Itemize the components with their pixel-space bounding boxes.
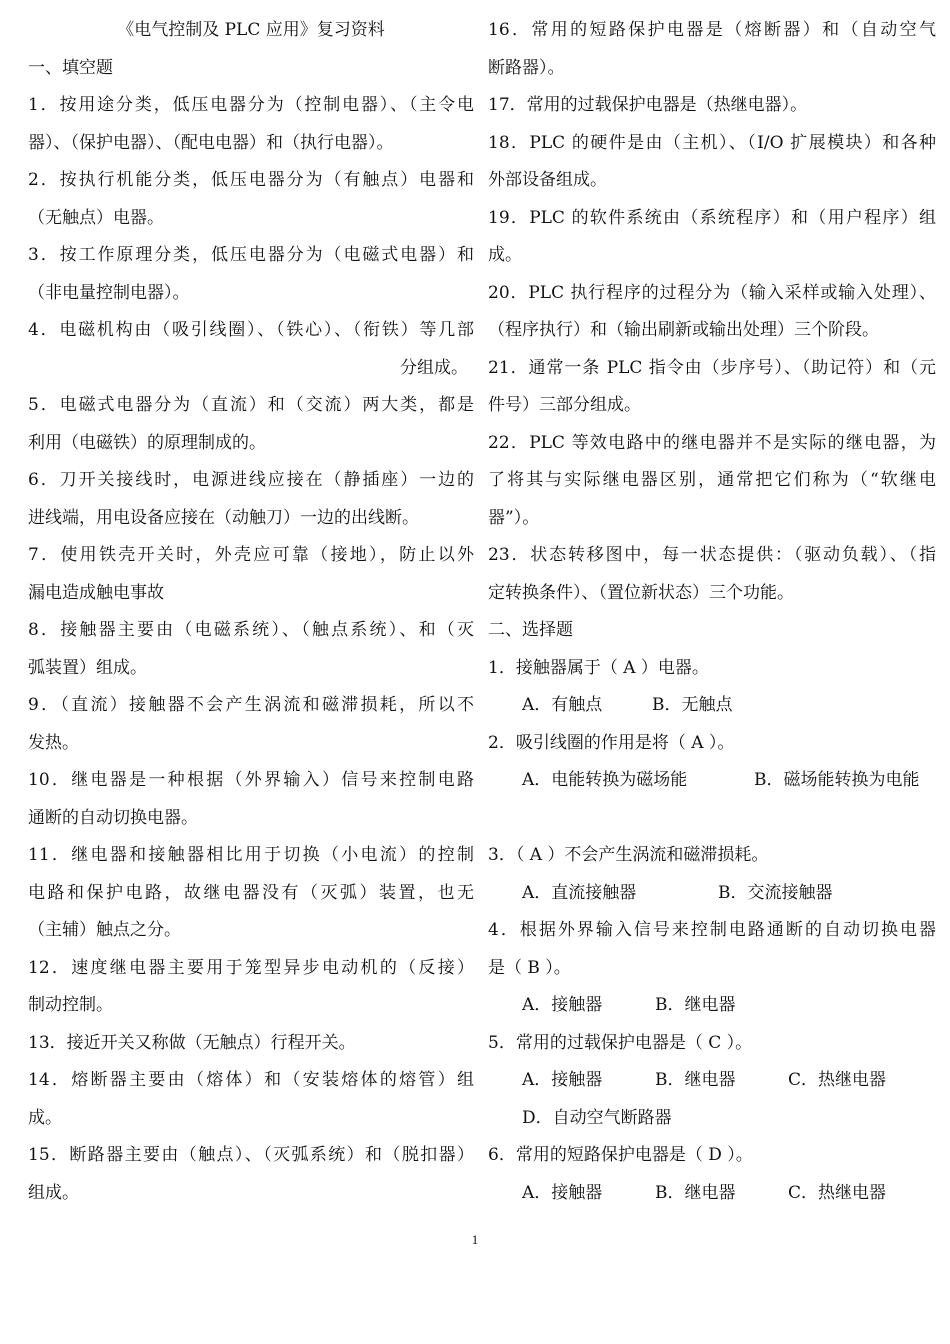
text-line: 组成。 — [28, 1182, 79, 1203]
text-line: 通断的自动切换电器。 — [28, 807, 198, 828]
text-line: 5．电磁式电器分为（直流）和（交流）两大类，都是 — [28, 395, 474, 415]
choice-option: B．磁场能转换为电能 — [754, 770, 920, 790]
choice-options — [488, 1100, 936, 1138]
choice-options — [488, 1062, 936, 1100]
text-line: 断路器）。 — [488, 57, 565, 78]
text-line: 二、选择题 — [488, 620, 573, 640]
text-line: 发热。 — [28, 732, 79, 753]
blank-line — [488, 800, 936, 838]
choice-option: C．热继电器 — [788, 1182, 887, 1203]
text-line: 进线端，用电设备应接在（动触刀）一边的出线断。 — [28, 507, 419, 528]
text-line: 1．接触器属于（ A ）电器。 — [488, 657, 709, 678]
text-line: （程序执行）和（输出刷新或输出处理）三个阶段。 — [488, 320, 879, 340]
text-line: 15．断路器主要由（触点）、（灭弧系统）和（脱扣器） — [28, 1145, 474, 1165]
text-line: 14．熔断器主要由（熔体）和（安装熔体的熔管）组 — [28, 1070, 474, 1090]
choice-option: B．继电器 — [655, 1070, 736, 1090]
text-line: 外部设备组成。 — [488, 170, 607, 190]
text-line: 3．（ A ）不会产生涡流和磁滞损耗。 — [488, 845, 769, 865]
choice-options — [488, 987, 936, 1025]
choice-option: A．有触点 — [522, 695, 603, 715]
text-line: 分组成。 — [400, 357, 468, 378]
choice-options — [488, 875, 936, 913]
choice-option: B．无触点 — [652, 695, 733, 715]
page-number: 1 — [471, 1232, 479, 1247]
choice-option: C．热继电器 — [788, 1070, 887, 1090]
text-line: 21．通常一条 PLC 指令由（步序号）、（助记符）和（元 — [488, 357, 936, 378]
text-line: 器”）。 — [488, 507, 540, 528]
text-line: 利用（电磁铁）的原理制成的。 — [28, 432, 266, 453]
text-line: 是（ B ）。 — [488, 957, 571, 978]
choice-option: A．接触器 — [522, 1070, 603, 1090]
text-line: 了将其与实际继电器区别，通常把它们称为（“软继电 — [488, 470, 936, 490]
text-line: 一、填空题 — [28, 57, 113, 78]
choice-options — [488, 762, 936, 800]
choice-option: A．电能转换为磁场能 — [522, 770, 688, 790]
text-line: 3．按工作原理分类，低压电器分为（电磁式电器）和 — [28, 245, 474, 265]
text-line: 12．速度继电器主要用于笼型异步电动机的（反接） — [28, 957, 474, 978]
text-line: 4．根据外界输入信号来控制电路通断的自动切换电器 — [488, 920, 936, 940]
text-line: 9．（直流）接触器不会产生涡流和磁滞损耗，所以不 — [28, 695, 474, 715]
text-line: 10．继电器是一种根据（外界输入）信号来控制电路 — [28, 770, 474, 790]
text-line: 13．接近开关又称做（无触点）行程开关。 — [28, 1032, 356, 1053]
text-line: 成。 — [488, 245, 522, 265]
text-line: （主辅）触点之分。 — [28, 920, 181, 940]
choice-option: D．自动空气断路器 — [522, 1107, 672, 1128]
text-line: 2．吸引线圈的作用是将（ A ）。 — [488, 732, 735, 753]
choice-option: A．直流接触器 — [522, 882, 637, 903]
choice-option: A．接触器 — [522, 1182, 603, 1203]
text-line: 弧装置）组成。 — [28, 657, 147, 678]
choice-option: B．交流接触器 — [718, 882, 833, 903]
text-line: 17．常用的过载保护电器是（热继电器）。 — [488, 95, 808, 115]
choice-options — [488, 687, 936, 725]
left-column — [28, 12, 474, 1212]
text-line: 6．刀开关接线时，电源进线应接在（静插座）一边的 — [28, 470, 474, 490]
right-column — [488, 12, 936, 1212]
text-line: 电路和保护电路，故继电器没有（灭弧）装置，也无 — [28, 882, 474, 903]
text-line: 1．按用途分类，低压电器分为（控制电器）、（主令电 — [28, 95, 474, 115]
text-line: 2．按执行机能分类，低压电器分为（有触点）电器和 — [28, 170, 474, 190]
text-line: （非电量控制电器）。 — [28, 282, 190, 303]
text-line: 6．常用的短路保护电器是（ D ）。 — [488, 1145, 753, 1165]
text-line: 8．接触器主要由（电磁系统）、（触点系统）、和（灭 — [28, 620, 474, 640]
choice-options — [488, 1175, 936, 1213]
text-line: 20．PLC 执行程序的过程分为（输入采样或输入处理）、 — [488, 282, 936, 303]
text-line: 器）、（保护电器）、（配电电器）和（执行电器）。 — [28, 132, 394, 153]
text-line: 18．PLC 的硬件是由（主机）、（I/O 扩展模块）和各种 — [488, 132, 936, 153]
text-line: （无触点）电器。 — [28, 207, 164, 228]
text-line: 成。 — [28, 1107, 62, 1128]
text-line: 制动控制。 — [28, 995, 113, 1015]
text-line: 4．电磁机构由（吸引线圈）、（铁心）、（衔铁）等几部 — [28, 320, 474, 340]
text-line: 19．PLC 的软件系统由（系统程序）和（用户程序）组 — [488, 207, 936, 228]
text-line: 5．常用的过载保护电器是（ C ）。 — [488, 1032, 753, 1053]
text-line: 22．PLC 等效电路中的继电器并不是实际的继电器，为 — [488, 432, 936, 453]
document-title: 《电气控制及 PLC 应用》复习资料 — [117, 20, 385, 40]
text-line: 11．继电器和接触器相比用于切换（小电流）的控制 — [28, 845, 474, 865]
text-line: 7．使用铁壳开关时，外壳应可靠（接地），防止以外 — [28, 545, 474, 565]
text-line: 漏电造成触电事故 — [28, 582, 164, 603]
choice-option: A．接触器 — [522, 995, 603, 1015]
choice-option: B．继电器 — [655, 995, 736, 1015]
text-line: 16．常用的短路保护电器是（熔断器）和（自动空气 — [488, 20, 936, 40]
choice-option: B．继电器 — [655, 1182, 736, 1203]
text-line: 定转换条件）、（置位新状态）三个功能。 — [488, 582, 794, 603]
text-line: 件号）三部分组成。 — [488, 395, 641, 415]
text-line: 23．状态转移图中，每一状态提供：（驱动负载）、（指 — [488, 545, 936, 565]
